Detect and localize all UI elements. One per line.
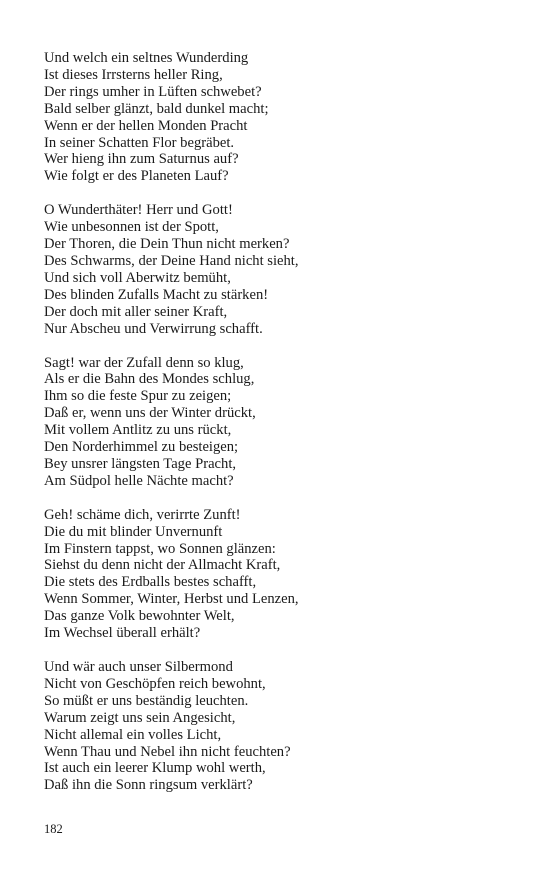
poem-line: Nicht von Geschöpfen reich bewohnt, [44, 675, 266, 692]
poem-line: Im Wechsel überall erhält? [44, 625, 201, 642]
poem-line: Daß ihn die Sonn ringsum verklärt? [44, 777, 253, 794]
poem-line: Der rings umher in Lüften schwebet? [44, 83, 262, 100]
stanza-5 [44, 659, 514, 794]
stanza-3 [44, 355, 514, 490]
poem-line: Warum zeigt uns sein Angesicht, [44, 709, 236, 726]
stanza-1 [44, 50, 514, 185]
poem-line: Mit vollem Antlitz zu uns rückt, [44, 422, 232, 439]
poem-line: Sagt! war der Zufall denn so klug, [44, 354, 244, 371]
poem-line: In seiner Schatten Flor begräbet. [44, 134, 235, 151]
poem-line: Daß er, wenn uns der Winter drückt, [44, 405, 256, 422]
poem-line: Wie folgt er des Planeten Lauf? [44, 168, 229, 185]
poem-line: Wenn Thau und Nebel ihn nicht feuchten? [44, 743, 291, 760]
poem-line: Siehst du denn nicht der Allmacht Kraft, [44, 557, 281, 574]
poem-line: Die stets des Erdballs bestes schafft, [44, 574, 257, 591]
poem-line: Den Norderhimmel zu besteigen; [44, 439, 239, 456]
poem-line: Als er die Bahn des Mondes schlug, [44, 371, 255, 388]
poem-line: Wie unbesonnen ist der Spott, [44, 219, 219, 236]
poem-line: Und welch ein seltnes Wunderding [44, 50, 249, 66]
poem-line: Bald selber glänzt, bald dunkel macht; [44, 100, 269, 117]
poem-line: Im Finstern tappst, wo Sonnen glänzen: [44, 540, 276, 557]
poem-line: Das ganze Volk bewohnter Welt, [44, 608, 235, 625]
poem-line: Und sich voll Aberwitz bemüht, [44, 269, 231, 286]
poem-line: Ihm so die feste Spur zu zeigen; [44, 388, 232, 405]
poem-line: Wenn er der hellen Monden Pracht [44, 117, 248, 134]
poem-line: Wer hieng ihn zum Saturnus auf? [44, 151, 239, 168]
poem-line: Nur Abscheu und Verwirrung schafft. [44, 320, 263, 337]
stanza-4 [44, 507, 514, 642]
poem-line: Der doch mit aller seiner Kraft, [44, 303, 228, 320]
poem-line: Bey unsrer längsten Tage Pracht, [44, 455, 237, 472]
poem-line: Und wär auch unser Silbermond [44, 659, 233, 675]
poem-line: Ist dieses Irrsterns heller Ring, [44, 66, 223, 83]
page-number: 182 [44, 822, 63, 836]
stanza-2 [44, 202, 514, 337]
poem-line: Wenn Sommer, Winter, Herbst und Lenzen, [44, 591, 299, 608]
poem-line: Des Schwarms, der Deine Hand nicht sieht, [44, 252, 299, 269]
poem-line: Der Thoren, die Dein Thun nicht merken? [44, 236, 290, 253]
poem-line: Ist auch ein leerer Klump wohl werth, [44, 760, 266, 777]
poem-line: Geh! schäme dich, verirrte Zunft! [44, 506, 241, 523]
poem-text [44, 50, 514, 811]
poem-line: Die du mit blinder Unvernunft [44, 523, 223, 540]
poem-line: O Wunderthäter! Herr und Gott! [44, 202, 233, 219]
poem-line: So müßt er uns beständig leuchten. [44, 692, 249, 709]
poem-line: Des blinden Zufalls Macht zu stärken! [44, 286, 269, 303]
poem-line: Am Südpol helle Nächte macht? [44, 472, 234, 489]
poem-line: Nicht allemal ein volles Licht, [44, 726, 222, 743]
